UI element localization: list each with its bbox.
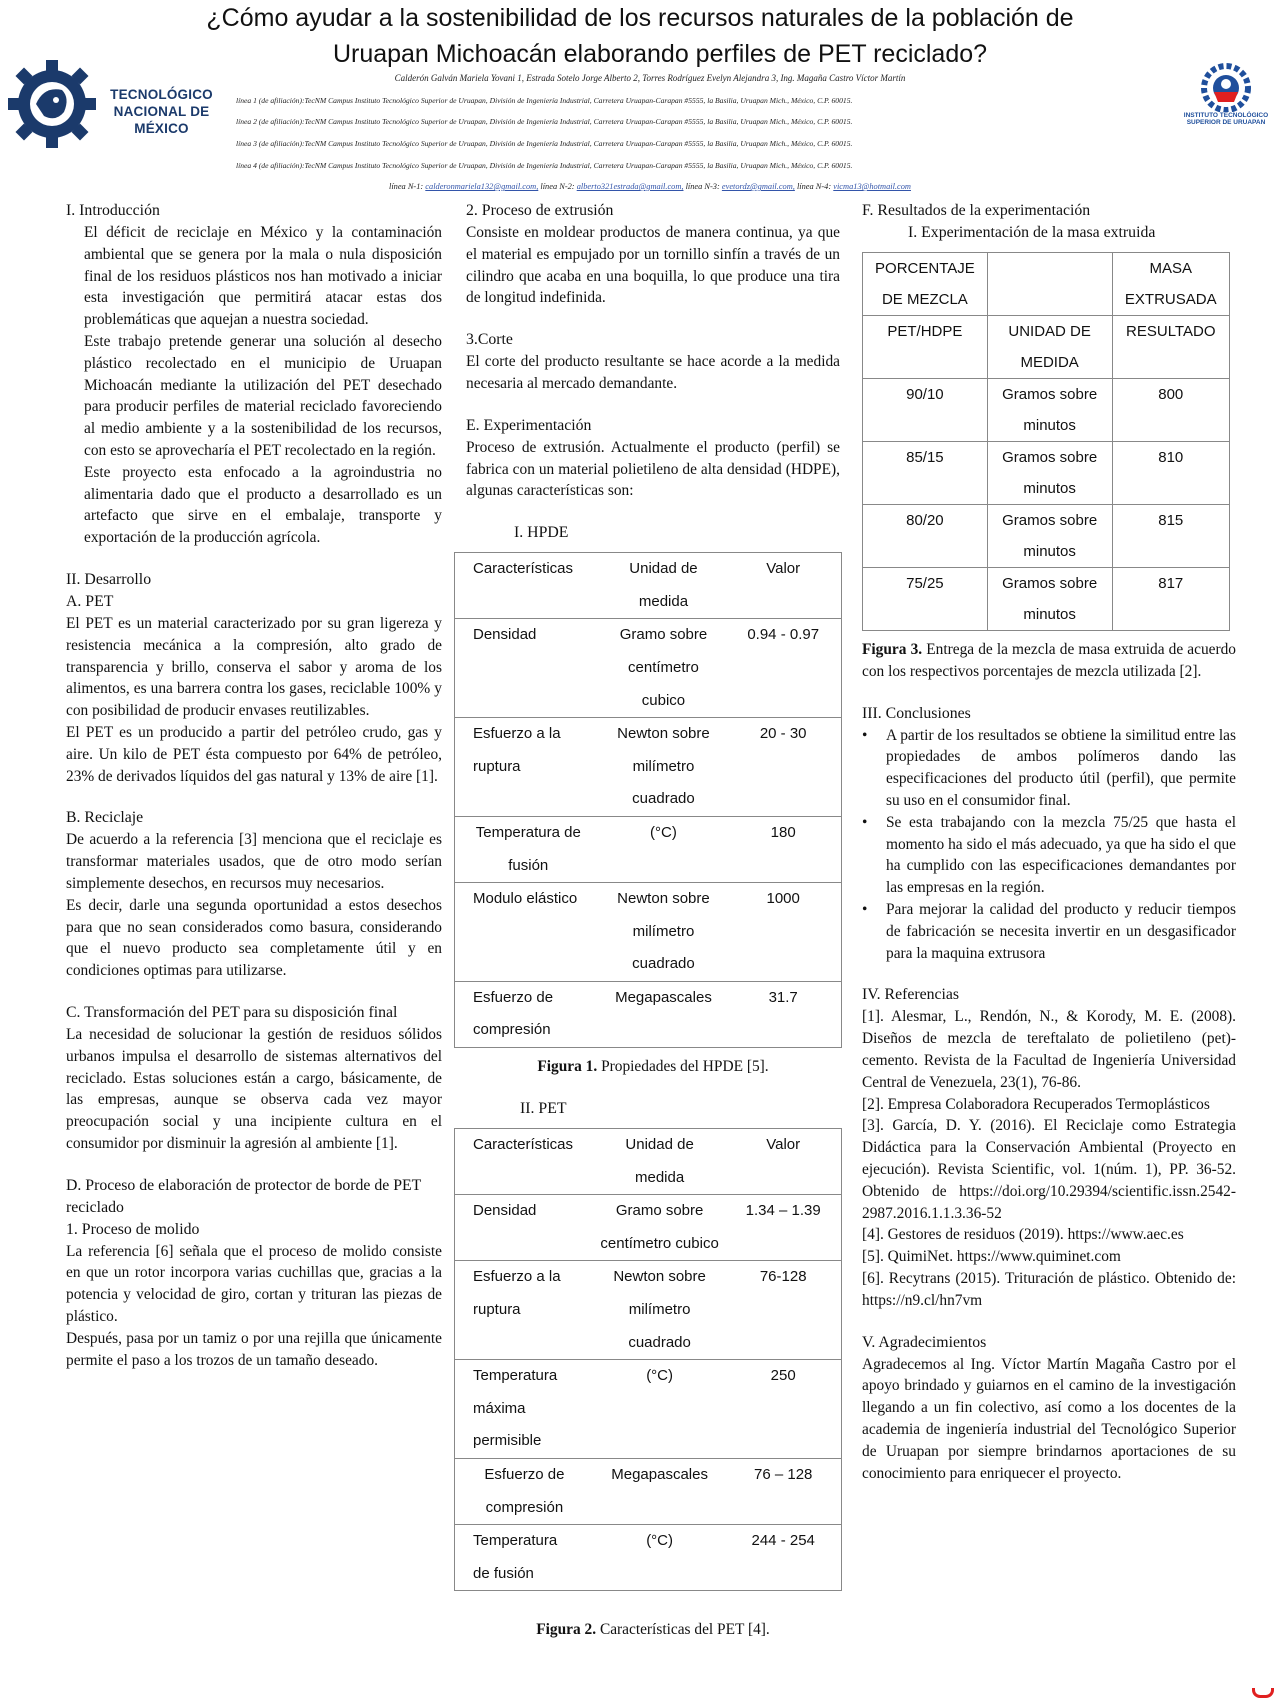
table-row (455, 816, 842, 882)
table-header-cell: Unidad de medida (594, 1129, 726, 1195)
table-cell: 90/10 (863, 379, 988, 442)
table-cell: (°C) (594, 1360, 726, 1459)
table-row (455, 1360, 842, 1459)
figure-1-text: Propiedades del HPDE [5]. (597, 1058, 769, 1076)
email-link-2[interactable]: alberto321estrada@gmail.com, (576, 182, 684, 191)
table-row (455, 1261, 842, 1360)
table-cell: 31.7 (725, 981, 841, 1047)
table-cell: 180 (725, 816, 841, 882)
extrusion-paragraph: Consiste en moldear productos de manera continua, ya que el material es empujado por un tornillo sinfín a través de un cilindro que acaba en una boquilla, lo que produce una tira de longitud indefinida. (466, 224, 840, 307)
reference-item: [2]. Empresa Colaboradora Recuperados Termoplásticos (862, 1095, 1210, 1113)
table-cell: Newton sobre milímetro cuadrado (602, 718, 726, 817)
reference-item: [4]. Gestores de residuos (2019). https://www.aec.es (862, 1226, 1184, 1244)
table-row (455, 1459, 842, 1525)
table-cell: 20 - 30 (725, 718, 841, 817)
table-cell: (°C) (594, 1525, 726, 1591)
table-cell: (°C) (602, 816, 726, 882)
table-header-cell: RESULTADO (1112, 316, 1229, 379)
table-cell: Gramos sobre minutos (987, 505, 1112, 568)
subsection-process-title: D. Proceso de elaboración de protector de borde de PET reciclado (66, 1176, 422, 1216)
table-header-cell: PET/HDPE (863, 316, 988, 379)
affiliation-line-1: línea 1 (de afiliación):TecNM Campus Instituto Tecnológico Superior de Uruapan, División de Ingeniería Industrial, Carretera Uruapan-Carapan #5555, la Basilia, Uruapan Mich., México, C.P. 60015. (236, 96, 853, 105)
extrusion-title: 2. Proceso de extrusión (466, 202, 614, 219)
conclusions-list (862, 725, 1236, 965)
tecnm-logo-line-2: NACIONAL DE MÉXICO (113, 104, 210, 136)
table-cell: Gramo sobre centímetro cubico (594, 1195, 726, 1261)
conclusions-title: III. Conclusiones (862, 704, 971, 722)
table-row (455, 718, 842, 817)
title-line-1: ¿Cómo ayudar a la sostenibilidad de los recursos naturales de la población de (206, 4, 1074, 32)
itsu-logo-line-2: SUPERIOR DE URUAPAN (1186, 119, 1266, 126)
figure-3-caption (862, 639, 1236, 683)
tecnm-logo-text (104, 86, 219, 137)
table-cell: Temperatura máxima permisible (455, 1360, 594, 1459)
affiliation-line-3: línea 3 (de afiliación):TecNM Campus Instituto Tecnológico Superior de Uruapan, División de Ingeniería Industrial, Carretera Uruapan-Carapan #5555, la Basilia, Uruapan Mich., México, C.P. 60015. (236, 139, 853, 148)
table-header-row (455, 1129, 842, 1195)
table-cell: 76-128 (725, 1261, 841, 1360)
intro-paragraph-2: Este trabajo pretende generar una solución al desecho plástico recolectado en el municipio de Uruapan Michoacán mediante la utilización del PET desechado para producir perfiles de material reciclado favoreciendo al medio ambiente y a la sostenibilidad de los recursos, con esto se aprovecharía el PET recolectado en la región. (84, 332, 442, 459)
table-row (863, 442, 1230, 505)
table-cell: 1000 (725, 883, 841, 982)
table-cell: 75/25 (863, 568, 988, 631)
intro-paragraph-3: Este proyecto esta enfocado a la agroindustria no alimentaria dado que el producto a desarrollado es un artefacto que sirve en el embalaje, transporte y exportación de la producción agrícola. (84, 463, 442, 547)
itsu-logo-line-1: INSTITUTO TECNOLÓGICO (1183, 112, 1269, 119)
experimentation-title: E. Experimentación (466, 416, 592, 434)
table-cell: 250 (725, 1360, 841, 1459)
table-cell: Temperatura de fusión (455, 816, 602, 882)
table-cell: 810 (1112, 442, 1229, 505)
title-line-2: Uruapan Michoacán elaborando perfiles de PET reciclado? (332, 40, 988, 68)
table-row (455, 883, 842, 982)
table-header-row (863, 316, 1230, 379)
subsection-recycling-title: B. Reciclaje (66, 809, 144, 827)
table-header-row (455, 553, 842, 619)
column-1 (66, 200, 442, 1371)
table-cell: Esfuerzo de compresión (455, 1459, 594, 1525)
list-item: • A partir de los resultados se obtiene la similitud entre las propiedades de ambos polímeros dando las especificaciones del producto útil (perfil), que permite su uso en el consumidor final. (862, 725, 1236, 812)
table-row (863, 568, 1230, 631)
table-cell: Gramo sobre centímetro cubico (602, 619, 726, 718)
table-row (863, 379, 1230, 442)
hdpe-properties-table (454, 552, 842, 1048)
table-cell: Newton sobre milímetro cuadrado (602, 883, 726, 982)
figure-2-label: Figura 2. (536, 1621, 597, 1639)
reference-item: [5]. QuimiNet. https://www.quiminet.com (862, 1248, 1121, 1266)
results-title: F. Resultados de la experimentación (862, 202, 1091, 219)
itsu-logo (1178, 62, 1274, 138)
table-header-cell: Unidad de medida (602, 553, 726, 619)
subsection-pet-title: A. PET (66, 592, 114, 610)
grinding-paragraph-1: La referencia [6] señala que el proceso de molido consiste en que un rotor incorpora varias cuchillas que, gracias a la potencia y velocidad de giro, cortan y trituran las piezas de plástico. (66, 1242, 442, 1326)
table-row (455, 1195, 842, 1261)
intro-paragraph-1: El déficit de reciclaje en México y la contaminación ambiental que se genera por la mala o nula disposición final de los residuos plásticos nos han motivado a iniciar esta investigación que permitirá atacar estas dos problemáticas que aquejan a nuestra sociedad. (84, 224, 442, 329)
pet-paragraph-1: El PET es un material caracterizado por su gran ligereza y resistencia mecánica a la compresión, alto grado de transparencia y brillo, conserva el sabor y aroma de los alimentos, es una barrera contra los gases, reciclable 100% y con posibilidad de producir envases reutilizables. (66, 614, 442, 720)
email-label-2: línea N-2: (540, 182, 575, 191)
recycling-paragraph-1: De acuerdo a la referencia [3] menciona que el reciclaje es transformar materiales usados, que de otro modo serían simplemente desechos, en recursos muy necesarios. (66, 831, 442, 892)
itsu-logo-text (1178, 112, 1274, 126)
table-cell: Megapascales (594, 1459, 726, 1525)
table-cell: 76 – 128 (725, 1459, 841, 1525)
table-cell: Densidad (455, 1195, 594, 1261)
figure-1-label: Figura 1. (537, 1058, 598, 1076)
table-row (863, 505, 1230, 568)
table-cell: 0.94 - 0.97 (725, 619, 841, 718)
table-header-cell (987, 253, 1112, 316)
pet-properties-table (454, 1128, 842, 1591)
experimentation-paragraph: Proceso de extrusión. Actualmente el producto (perfil) se fabrica con un material polietileno de alta densidad (HDPE), algunas características son: (466, 438, 840, 500)
results-subtitle: I. Experimentación de la masa extruida (908, 224, 1156, 241)
table-header-cell: MASA EXTRUSADA (1112, 253, 1229, 316)
table-cell: Megapascales (602, 981, 726, 1047)
figure-2-text: Características del PET [4]. (596, 1621, 770, 1639)
email-link-3[interactable]: evetordz@gmail.com, (721, 182, 795, 191)
table-header-cell: Características (455, 553, 602, 619)
reference-item: [6]. Recytrans (2015). Trituración de plástico. Obtenido de: https://n9.cl/hn7vm (862, 1269, 1236, 1309)
column-2 (466, 200, 840, 1641)
table-cell: Modulo elástico (455, 883, 602, 982)
section-introduction-title: I. Introducción (66, 202, 160, 219)
email-label-1: línea N-1: (389, 182, 424, 191)
reference-item: [1]. Alesmar, L., Rendón, N., & Korody, M. E. (2008). Diseños de mezcla de tereftalato de polietileno (pet)-cemento. Revista de la Facultad de Ingeniería Universidad Central de Venezuela, 23(1), 76-86. (862, 1008, 1236, 1091)
table-row (455, 981, 842, 1047)
figure-1-caption (466, 1056, 840, 1078)
acknowledgements-paragraph: Agradecemos al Ing. Víctor Martín Magaña Castro por el apoyo brindado y guiarnos en el camino de la investigación llegando a un fin colectivo, así como a los docentes de la academia de ingeniería industrial del Tecnológico Superior de Uruapan por siempre brindarnos aportaciones de su conocimiento para enriquecer el proyecto. (862, 1355, 1236, 1482)
tecnm-logo (6, 52, 216, 157)
table-header-cell: UNIDAD DE MEDIDA (987, 316, 1112, 379)
authors: Calderón Galván Mariela Yovani 1, Estrada Sotelo Jorge Alberto 2, Torres Rodríguez Evelyn Alejandra 3, Ing. Magaña Castro Víctor Martín (394, 73, 906, 83)
subsection-transformation-title: C. Transformación del PET para su disposición final (66, 1003, 398, 1021)
table-cell: Temperatura de fusión (455, 1525, 594, 1591)
recycling-paragraph-2: Es decir, darle una segunda oportunidad a estos desechos para que no sean considerados como basura, considerando que el nuevo producto sea completamente útil y en condiciones optimas para utilizarse. (66, 896, 442, 980)
extrusion-results-table (862, 252, 1230, 631)
table-cell: Esfuerzo a la ruptura (455, 1261, 594, 1360)
corner-mark-icon (1252, 1688, 1274, 1698)
cutting-paragraph: El corte del producto resultante se hace acorde a la medida necesaria al mercado demandante. (466, 353, 840, 392)
table-cell: Gramos sobre minutos (987, 379, 1112, 442)
gear-emblem-icon (6, 52, 104, 157)
table-cell: 85/15 (863, 442, 988, 505)
list-item: • Para mejorar la calidad del producto y reducir tiempos de fabricación se necesita invertir en un desgasificador para la maquina extrusora (862, 899, 1236, 964)
tecnm-logo-line-1: TECNOLÓGICO (110, 87, 213, 102)
table-cell: 80/20 (863, 505, 988, 568)
table-cell: 244 - 254 (725, 1525, 841, 1591)
table-header-cell: Valor (725, 1129, 841, 1195)
table-cell: 817 (1112, 568, 1229, 631)
table-cell: Gramos sobre minutos (987, 442, 1112, 505)
cutting-title: 3.Corte (466, 331, 513, 349)
email-line (150, 182, 1150, 191)
figure-3-text: Entrega de la mezcla de masa extruida de acuerdo con los respectivos porcentajes de mezcla utilizada [2]. (862, 641, 1236, 680)
itsu-emblem-icon (1178, 62, 1274, 112)
section-development-title: II. Desarrollo (66, 570, 152, 588)
hdpe-table-title: I. HPDE (514, 524, 569, 542)
list-item: • Se esta trabajando con la mezcla 75/25 que hasta el momento ha sido el más adecuado, ya que ha sido el que ha cumplido con las especificaciones demandantes por las empresas en la región. (862, 812, 1236, 899)
table-header-row (863, 253, 1230, 316)
affiliation-line-4: línea 4 (de afiliación):TecNM Campus Instituto Tecnológico Superior de Uruapan, División de Ingeniería Industrial, Carretera Uruapan-Carapan #5555, la Basilia, Uruapan Mich., México, C.P. 60015. (236, 161, 853, 170)
grinding-paragraph-2: Después, pasa por un tamiz o por una rejilla que únicamente permite el paso a los trozos de un tamaño deseado. (66, 1329, 442, 1369)
table-cell: Newton sobre milímetro cuadrado (594, 1261, 726, 1360)
table-cell: Gramos sobre minutos (987, 568, 1112, 631)
acknowledgements-title: V. Agradecimientos (862, 1333, 987, 1351)
table-cell: Densidad (455, 619, 602, 718)
pet-table-title: II. PET (520, 1100, 567, 1118)
table-header-cell: Características (455, 1129, 594, 1195)
table-header-cell: Valor (725, 553, 841, 619)
figure-3-label: Figura 3. (862, 641, 923, 658)
affiliation-line-2: línea 2 (de afiliación):TecNM Campus Instituto Tecnológico Superior de Uruapan, División de Ingeniería Industrial, Carretera Uruapan-Carapan #5555, la Basilia, Uruapan Mich., México, C.P. 60015. (236, 117, 853, 126)
table-cell: Esfuerzo a la ruptura (455, 718, 602, 817)
table-row (455, 1525, 842, 1591)
table-row (455, 619, 842, 718)
table-cell: 1.34 – 1.39 (725, 1195, 841, 1261)
email-link-4[interactable]: vicma13@hotmail.com (833, 182, 911, 191)
table-cell: 800 (1112, 379, 1229, 442)
email-link-1[interactable]: calderonmariela132@gmail.com, (425, 182, 539, 191)
email-label-4: línea N-4: (796, 182, 832, 191)
poster-title (140, 0, 1140, 72)
reference-item: [3]. García, D. Y. (2016). El Reciclaje como Estrategia Didáctica para la Conservación Ambiental (Proyecto en ejecución). Revista Scientific, vol. 1(núm. 1), PP. 36-52. Obtenido de https://doi.org/10.29394/scientific.issn.2542-2987.2016.1.1.3.36-52 (862, 1117, 1236, 1222)
column-3 (862, 200, 1236, 1484)
transformation-paragraph: La necesidad de solucionar la gestión de residuos sólidos urbanos impulsa el desarrollo de sistemas alternativos del reciclado. Estas soluciones están a cargo, básicamente, de las empresas, aunque se observa cada vez mayor preocupación social y una incipiente cultura en el consumidor por disminuir la agresión al ambiente [1]. (66, 1025, 442, 1152)
email-label-3: línea N-3: (685, 182, 720, 191)
table-cell: 815 (1112, 505, 1229, 568)
table-cell: Esfuerzo de compresión (455, 981, 602, 1047)
pet-paragraph-2: El PET es un producido a partir del petróleo crudo, gas y aire. Un kilo de PET ésta compuesto por 64% de petróleo, 23% de derivados líquidos del gas natural y 13% de aire [1]. (66, 723, 442, 785)
figure-2-caption (466, 1619, 840, 1641)
references-title: IV. Referencias (862, 986, 960, 1004)
table-header-cell: PORCENTAJE DE MEZCLA (863, 253, 988, 316)
grinding-title: 1. Proceso de molido (66, 1220, 200, 1238)
